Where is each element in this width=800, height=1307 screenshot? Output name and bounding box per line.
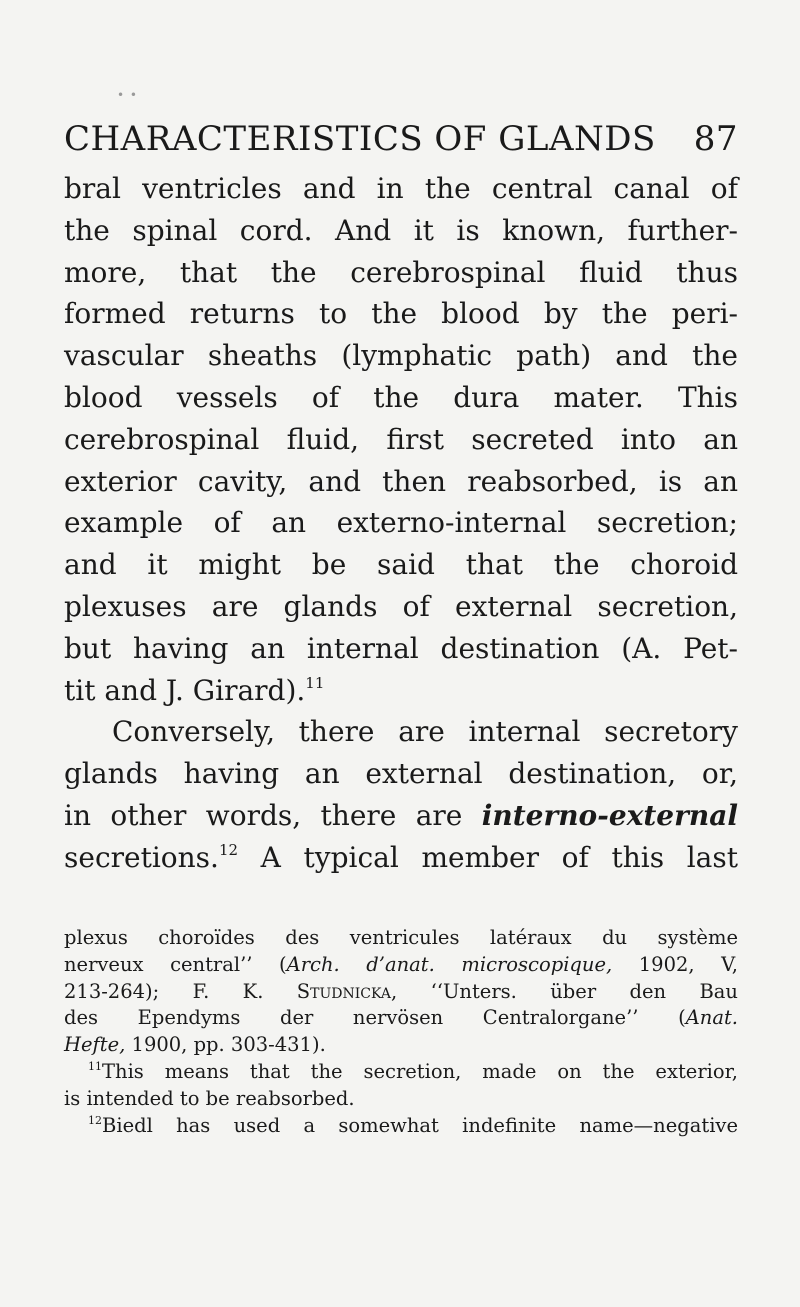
body-line: the spinal cord. And it is known, further- <box>64 213 738 247</box>
page-mark: • • <box>117 88 138 102</box>
body-line: blood vessels of the dura mater. This <box>64 380 738 414</box>
citation-title: Arch. d’anat. microscopique, <box>286 952 613 976</box>
body-text-fragment: A typical member of this last <box>238 840 738 874</box>
footnote-line <box>64 952 738 979</box>
citation-title: Anat. <box>685 1006 738 1030</box>
footnote-line: plexus choroïdes des ventricules latéraux du système <box>64 926 738 949</box>
footnotes <box>64 925 738 1139</box>
footnote-line <box>64 1032 738 1059</box>
author-name: Studnicka, <box>296 979 398 1003</box>
footnote-line: is intended to be reabsorbed. <box>64 1086 355 1110</box>
footnote-fragment: Biedl has used a somewhat indefinite name—negative <box>102 1113 738 1137</box>
body-line: example of an externo-internal secretion; <box>64 506 738 540</box>
body-line: bral ventricles and in the central canal of <box>64 172 738 205</box>
body-line: but having an internal destination (A. Pet- <box>64 631 738 665</box>
body-line: formed returns to the blood by the peri- <box>64 297 738 331</box>
body-line: more, that the cerebrospinal fluid thus <box>64 255 738 289</box>
footnote-number: 12 <box>88 1113 102 1127</box>
body-line: exterior cavity, and then reabsorbed, is an <box>64 464 738 498</box>
emphasized-term: interno-external <box>481 798 738 832</box>
footnote-fragment: This means that the secretion, made on the exterior, <box>102 1059 738 1083</box>
footnote-fragment: 1902, V, <box>612 952 738 976</box>
paragraph-start-line: Conversely, there are internal secretory <box>112 715 738 749</box>
footnote-line <box>64 1005 738 1032</box>
footnote-reference: 11 <box>305 673 325 692</box>
body-text <box>64 168 738 879</box>
body-line: glands having an external destination, or, <box>64 757 738 791</box>
footnote-fragment: 213-264); F. K. <box>64 979 297 1003</box>
body-text-fragment: tit and J. Girard). <box>64 673 306 707</box>
body-line: vascular sheaths (lymphatic path) and the <box>64 339 738 373</box>
body-text-fragment: in other words, there are <box>64 798 482 832</box>
body-line: cerebrospinal fluid, first secreted into an <box>64 422 738 456</box>
body-line <box>64 837 738 879</box>
chapter-title: CHARACTERISTICS OF GLANDS <box>64 119 656 159</box>
footnote-fragment: des Ependyms der nervösen Centralorgane’’ ( <box>64 1006 686 1030</box>
footnote-12-line <box>64 1113 738 1140</box>
body-line: and it might be said that the choroid <box>64 548 738 582</box>
footnote-fragment: nerveux central’’ ( <box>64 952 287 976</box>
footnote-number: 11 <box>88 1059 102 1073</box>
footnote-reference: 12 <box>218 840 239 859</box>
body-line: plexuses are glands of external secretion, <box>64 589 738 623</box>
page-number: 87 <box>693 119 738 159</box>
footnote-fragment: 1900, pp. 303-431). <box>125 1033 326 1057</box>
citation-title: Hefte, <box>64 1033 126 1057</box>
running-head <box>64 117 738 161</box>
footnote-line <box>64 979 738 1006</box>
body-text-fragment: secretions. <box>64 840 219 874</box>
footnote-11-line <box>64 1059 738 1086</box>
footnote-fragment: ‘‘Unters. über den Bau <box>397 979 738 1003</box>
body-line <box>64 670 738 712</box>
body-line <box>64 795 738 837</box>
